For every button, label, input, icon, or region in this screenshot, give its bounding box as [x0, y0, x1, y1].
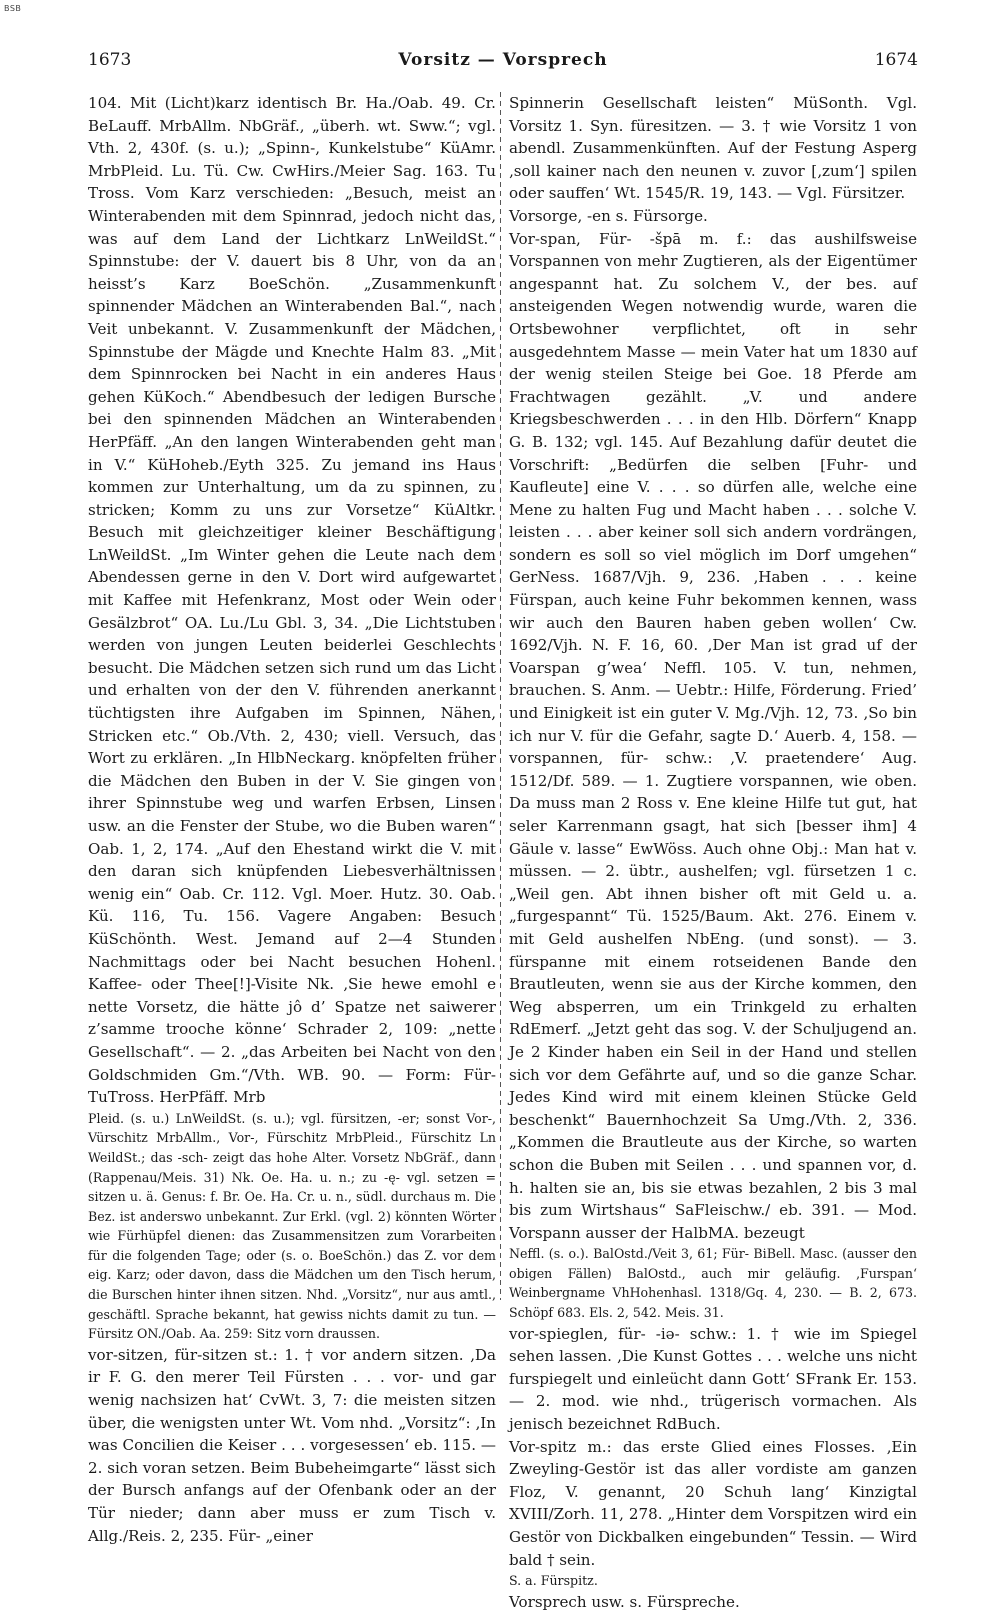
column-divider: [500, 92, 501, 1300]
page-number-left: 1673: [88, 50, 132, 70]
left-column: [88, 92, 496, 1547]
cross-reference-fuerspitz: S. a. Fürspitz.: [509, 1573, 598, 1589]
running-title: Vorsitz — Vorsprech: [398, 50, 608, 70]
library-stamp: BSB: [4, 4, 22, 13]
entry-vor-spitz: Vor-spitz m.: das erste Glied eines Flosses. ‚Ein Zweyling-Gestör ist das aller vordiste am ganzen Floz, V. genannt, 20 Schuh lang‘ Kinzigtal XVIII/Zorh. 11, 278. „Hinter dem Vorspitzen wird ein Gestör von Dickbalken eingebunden“ Tessin. — Wird bald † sein.: [509, 1437, 917, 1569]
paragraph-vorsitz-form-note: Pleid. (s. u.) LnWeildSt. (s. u.); vgl. fürsitzen, -er; sonst Vor-, Vürschitz MrbAllm., Vor-, Fürschitz MrbPleid., Fürschitz Ln WeildSt.; das -sch- zeigt das hohe Alter. Vorsetz NbGräf., dann (Rappenau/Meis. 31) Nk. Oe. Ha. u. n.; zu -ę- vgl. setzen = sitzen u. ä. Genus: f. Br. Oe. Ha. Cr. u. n., südl. durchaus m. Die Bez. ist anderswo unbekannt. Zur Erkl. (vgl. 2) könnten Wörter wie Fürhüpfel dienen: das Zusammensitzen zum Vorarbeiten für die folgenden Tage; oder (s. o. BoeSchön.) das Z. vor dem eig. Karz; oder davon, dass die Mädchen um den Tisch herum, die Burschen hinter ihnen sitzen. Nhd. „Vorsitz“, nur aus amtl., geschäftl. Sprache bekannt, hat gewiss nichts damit zu tun. — Fürsitz ON./Oab. Aa. 259: Sitz vorn draussen.: [88, 1110, 496, 1342]
entry-vor-spieglen: vor-spieglen, für- -iə- schw.: 1. † wie im Spiegel sehen lassen. ‚Die Kunst Gottes . . . welche uns nicht furspiegelt und einleücht dann Gott‘ SFrank Er. 153. — 2. mod. wie nhd., trügerisch vormachen. Als jenisch bezeichnet RdBuch.: [509, 1324, 917, 1434]
entry-vor-sitzen: vor-sitzen, für-sitzen st.: 1. † vor andern sitzen. ‚Da ir F. G. den merer Teil Fürsten . . . vor- und gar wenig nachsizen hat‘ CvWt. 3, 7: die meisten sitzen über, die wenigsten unter Wt. Vom nhd. „Vorsitz“: ‚In was Concilien die Keiser . . . vorgesessen‘ eb. 115. — 2. sich voran setzen. Beim Bubeheimgarte“ lässt sich der Bursch anfangs auf der Ofenbank oder an der Tür nieder; dann aber muss er zum Tisch v. Allg./Reis. 2, 235. Für- „einer: [88, 1345, 496, 1545]
entry-vorsprech: Vorsprech usw. s. Fürspreche.: [509, 1592, 740, 1611]
entry-vorsorge: Vorsorge, -en s. Fürsorge.: [509, 206, 708, 225]
page-number-right: 1674: [874, 50, 918, 70]
paragraph-vor-span-note: Neffl. (s. o.). BalOstd./Veit 3, 61; Für- BiBell. Masc. (ausser den obigen Fällen) BalOstd., auch mir geläufig. ‚Furspan‘ Weinbergname VhHohenhasl. 1318/Gq. 4, 230. — B. 2, 673. Schöpf 683. Els. 2, 542. Meis. 31.: [509, 1246, 917, 1321]
paragraph-vorsitz-cont: 104. Mit (Licht)karz identisch Br. Ha./Oab. 49. Cr. BeLauff. MrbAllm. NbGräf., „überh. wt. Sww.“; vgl. Vth. 2, 430f. (s. u.); „Spinn-, Kunkelstube“ KüAmr. MrbPleid. Lu. Tü. Cw. CwHirs./Meier Sag. 163. Tu Tross. Vom Karz verschieden: „Besuch, meist an Winterabenden mit dem Spinnrad, jedoch nicht das, was auf dem Land der Lichtkarz LnWeildSt.“ Spinnstube: der V. dauert bis 8 Uhr, von da an heisst’s Karz BoeSchön. „Zusammenkunft spinnender Mädchen an Winterabenden Bal.“, nach Veit unbekannt. V. Zusammenkunft der Mädchen, Spinnstube der Mägde und Knechte Halm 83. „Mit dem Spinnrocken bei Nacht in ein anderes Haus gehen KüKoch.“ Abendbesuch der ledigen Bursche bei den spinnenden Mädchen an Winterabenden HerPfäff. „An den langen Winterabenden geht man in V.“ KüHoheb./Eyth 325. Zu jemand ins Haus kommen zur Unterhaltung, um da zu spinnen, zu stricken; Komm zu uns zur Vorsetze“ KüAltkr. Besuch mit gleichzeitiger kleiner Beschäftigung LnWeildSt. „Im Winter gehen die Leute nach dem Abendessen gerne in den V. Dort wird aufgewartet mit Kaffee mit Hefenkranz, Most oder Wein oder Gesälzbrot“ OA. Lu./Lu Gbl. 3, 34. „Die Lichtstuben werden von jungen Leuten beiderlei Geschlechts besucht. Die Mädchen setzen sich rund um das Licht und erhalten von der den V. führenden anerkannt tüchtigsten ihre Aufgaben im Spinnen, Nähen, Stricken etc.“ Ob./Vth. 2, 430; viell. Versuch, das Wort zu erklären. „In HlbNeckarg. knöpfelten früher die Mädchen den Buben in der V. Sie gingen von ihrer Spinnstube weg und warfen Erbsen, Linsen usw. an die Fenster der Stube, wo die Buben waren“ Oab. 1, 2, 174. „Auf den Ehestand wirkt die V. mit den daran sich knüpfenden Liebesverhältnissen wenig ein“ Oab. Cr. 112. Vgl. Moer. Hutz. 30. Oab. Kü. 116, Tu. 156. Vagere Angaben: Besuch KüSchönth. West. Jemand auf 2—4 Stunden Nachmittags oder bei Nacht besuchen Hohenl. Kaffee- oder Thee[!]-Visite Nk. ‚Sie hewe emohl e nette Vorsetz, die hätte jô d’ Spatze net saiwerer z’samme trooche könne‘ Schrader 2, 109: „nette Gesellschaft“. — 2. „das Arbeiten bei Nacht von den Goldschmiden Gm.“/Vth. WB. 90. — Form: Für- TuTross. HerPfäff. Mrb: [88, 94, 496, 1107]
entry-vor-span: Vor-span, Für- -špā m. f.: das aushilfsweise Vorspannen von mehr Zugtieren, als der Eigentümer angespannt hat. Zu solchem V., der bes. auf ansteigenden Wegen notwendig wurde, waren die Ortsbewohner verpflichtet, oft in sehr ausgedehntem Masse — mein Vater hat um 1830 auf der wenig steilen Steige bei Goe. 18 Pferde am Frachtwagen gezählt. „V. und andere Kriegsbeschwerden . . . in den Hlb. Dörfern“ Knapp G. B. 132; vgl. 145. Auf Bezahlung dafür deutet die Vorschrift: „Bedürfen die selben [Fuhr- und Kaufleute] eine V. . . . so dürfen alle, welche eine Mene zu halten Fug und Macht haben . . . solche V. leisten . . . aber keiner soll sich andern vordrängen, sondern es soll so viel möglich im Dorf umgehen“ GerNess. 1687/Vjh. 9, 236. ‚Haben . . . keine Fürspan, auch keine Fuhr bekommen kennen, wass wir auch den Bauren haben geben wollen‘ Cw. 1692/Vjh. N. F. 16, 60. ‚Der Man ist grad uf der Voarspan g’wea‘ Neffl. 105. V. tun, nehmen, brauchen. S. Anm. — Uebtr.: Hilfe, Förderung. Fried’ und Einigkeit ist ein guter V. Mg./Vjh. 12, 73. ‚So bin ich nur V. für die Gefahr, sagte D.‘ Auerb. 4, 158. — vorspannen, für- schw.: ‚V. praetendere‘ Aug. 1512/Df. 589. — 1. Zugtiere vorspannen, wie oben. Da muss man 2 Ross v. Ene kleine Hilfe tut gut, hat seler Karrenmann gsagt, hat sich [besser ihm] 4 Gäule v. lasse“ EwWöss. Auch ohne Obj.: Man hat v. müssen. — 2. übtr., aushelfen; vgl. fürsetzen 1 c. „Weil gen. Abt ihnen bisher oft mit Geld u. a. „furgespannt“ Tü. 1525/Baum. Akt. 276. Einem v. mit Geld aushelfen NbEng. (und sonst). — 3. fürspanne mit einem rotseidenen Bande den Brautleuten, wenn sie aus der Kirche kommen, den Weg absperren, um ein Trinkgeld zu erhalten RdEmerf. „Jetzt geht das sog. V. der Schuljugend an. Je 2 Kinder haben ein Seil in der Hand und stellen sich vor dem Gefährte auf, und so die ganze Schar. Jedes Kind wird mit einem kleinen Stücke Geld beschenkt“ Bauernhochzeit Sa Umg./Vth. 2, 336. „Kommen die Brautleute aus der Kirche, so warten schon die Buben mit Seilen . . . und spannen vor, d. h. halten sie an, bis sie etwas bezahlen, 2 bis 3 mal bis zum Wirtshaus“ SaFleischw./ eb. 391. — Mod. Vorspann ausser der HalbMA. bezeugt: [509, 229, 917, 1242]
paragraph-vor-sitzen-cont: Spinnerin Gesellschaft leisten“ MüSonth. Vgl. Vorsitz 1. Syn. füresitzen. — 3. † wie Vorsitz 1 von abendl. Zusammenkünften. Auf der Festung Asperg ‚soll kainer nach den neunen v. zuvor [‚zum‘] spilen oder sauffen‘ Wt. 1545/R. 19, 143. — Vgl. Fürsitzer.: [509, 94, 917, 203]
page-header: [88, 50, 918, 80]
right-column: [509, 92, 917, 1613]
